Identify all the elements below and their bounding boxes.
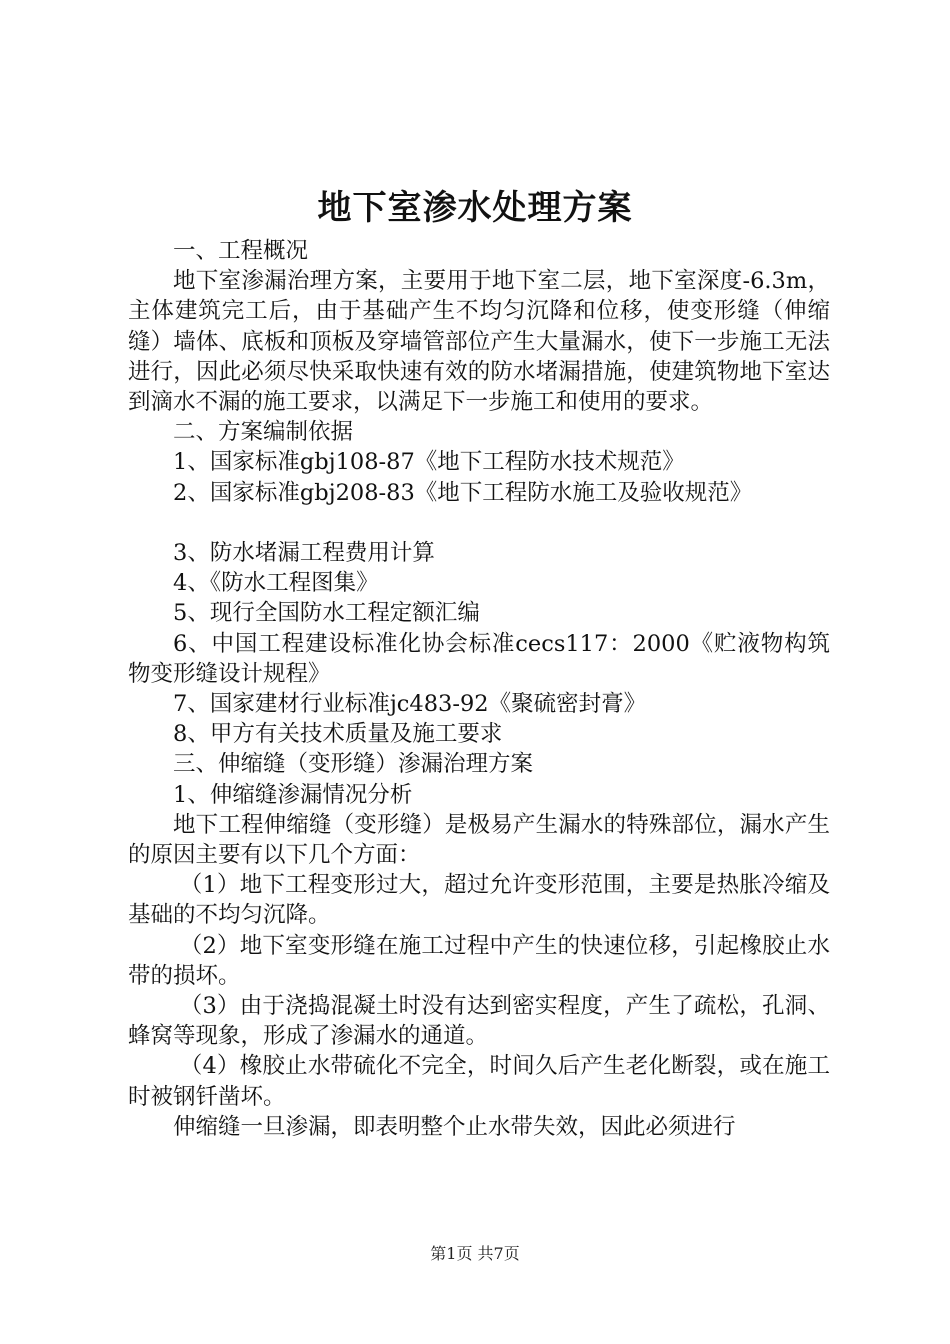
- list-item-basis-6: 6、中国工程建设标准化协会标准cecs117：2000《贮液物构筑物变形缝设计规程》: [128, 630, 830, 687]
- list-item-basis-5: 5、现行全国防水工程定额汇编: [173, 600, 480, 627]
- list-item-basis-4: 4、《防水工程图集》: [173, 570, 379, 597]
- list-item-basis-2: 2、国家标准gbj208-83《地下工程防水施工及验收规范》: [173, 479, 753, 506]
- document-title: 地下室渗水处理方案: [317, 188, 633, 228]
- list-item-cause-4: （4）橡胶止水带硫化不完全，时间久后产生老化断裂，或在施工时被钢钎凿坏。: [128, 1053, 830, 1110]
- section-heading-basis: 二、方案编制依据: [173, 419, 354, 446]
- document-body: [128, 236, 830, 1142]
- paragraph-leak-causes-intro: 地下工程伸缩缝（变形缝）是极易产生漏水的特殊部位，漏水产生的原因主要有以下几个方面：: [128, 811, 830, 869]
- blank-line: [128, 508, 830, 538]
- subheading-leak-analysis: 1、伸缩缝渗漏情况分析: [173, 781, 413, 808]
- list-item-basis-3: 3、防水堵漏工程费用计算: [173, 540, 435, 567]
- list-item-cause-1: （1）地下工程变形过大，超过允许变形范围，主要是热胀冷缩及基础的不均匀沉降。: [128, 872, 830, 929]
- page-footer: 第1页 共7页: [430, 1244, 520, 1263]
- paragraph-joint-failure: 伸缩缝一旦渗漏，即表明整个止水带失效，因此必须进行: [173, 1113, 736, 1140]
- list-item-cause-2: （2）地下室变形缝在施工过程中产生的快速位移，引起橡胶止水带的损坏。: [128, 932, 830, 989]
- section-heading-joint-treatment: 三、伸缩缝（变形缝）渗漏治理方案: [173, 751, 534, 778]
- list-item-basis-7: 7、国家建材行业标准jc483-92《聚硫密封膏》: [173, 691, 647, 718]
- section-heading-project-overview: 一、工程概况: [173, 238, 309, 264]
- paragraph-project-description: 地下室渗漏治理方案，主要用于地下室二层，地下室深度-6.3m，主体建筑完工后，由于基础产生不均匀沉降和位移，使变形缝（伸缩缝）墙体、底板和顶板及穿墙管部位产生大量漏水，使下一步施工无法进行，因此必须尽快采取快速有效的防水堵漏措施，使建筑物地下室达到滴水不漏的施工要求，以满足下一步施工和使用的要求。: [128, 268, 830, 416]
- list-item-basis-8: 8、甲方有关技术质量及施工要求: [173, 721, 503, 748]
- list-item-basis-1: 1、国家标准gbj108-87《地下工程防水技术规范》: [173, 449, 685, 476]
- list-item-cause-3: （3）由于浇捣混凝土时没有达到密实程度，产生了疏松，孔洞、蜂窝等现象，形成了渗漏水的通道。: [128, 993, 830, 1050]
